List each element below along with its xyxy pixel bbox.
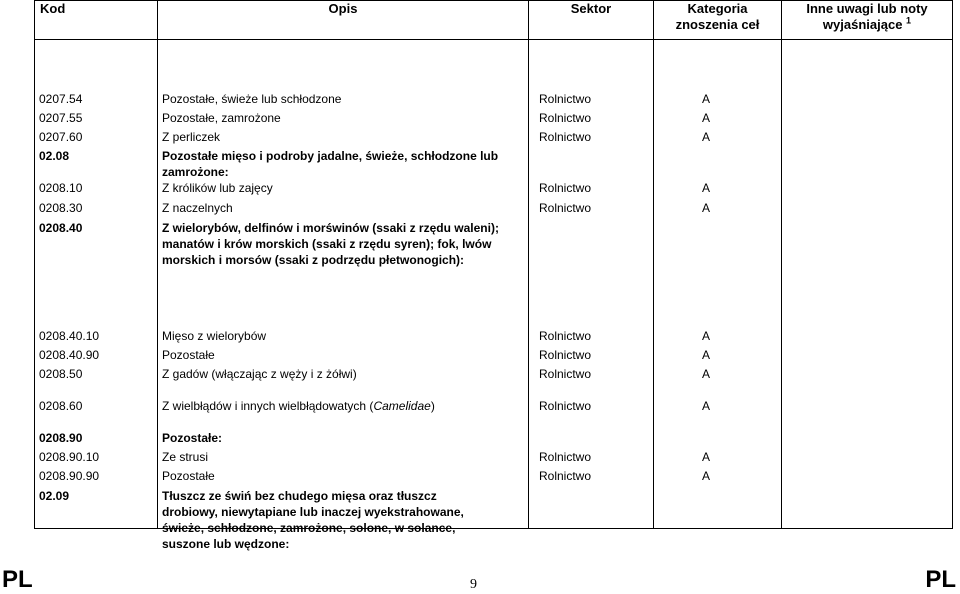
sector-cell: Rolnictwo — [539, 469, 592, 483]
code-cell: 0208.40.10 — [39, 329, 100, 343]
footnote-marker: 1 — [906, 15, 912, 26]
category-cell: A — [702, 329, 711, 343]
header-noty-line1: Inne uwagi lub noty — [806, 1, 928, 16]
code-cell: 0207.55 — [39, 111, 83, 125]
category-cell: A — [702, 348, 711, 362]
sector-cell: Rolnictwo — [539, 111, 592, 125]
code-cell: 0208.40 — [39, 221, 83, 235]
header-opis: Opis — [158, 1, 529, 40]
desc-cell: Pozostałe: — [162, 431, 223, 445]
desc-cell: Pozostałe, zamrożone — [162, 111, 281, 125]
sector-cell: Rolnictwo — [539, 450, 592, 464]
code-cell: 0207.60 — [39, 130, 83, 144]
header-sektor: Sektor — [529, 1, 654, 40]
code-cell: 0208.40.90 — [39, 348, 100, 362]
opis-column — [158, 40, 529, 551]
desc-cell: Tłuszcz ze świń bez chudego mięsa oraz tłuszcz drobiowy, niewytapiane lub inaczej wyekstrahowane, świeże, schłodzone, zamrożone, solone, w solance, suszone lub wędzone: — [162, 489, 464, 551]
sector-cell: Rolnictwo — [539, 348, 592, 362]
desc-prefix: Z wielbłądów i innych wielbłądowatych ( — [162, 399, 374, 413]
desc-suffix: ) — [430, 399, 435, 413]
header-kategoria-line2: znoszenia ceł — [675, 17, 760, 32]
desc-cell: Pozostałe, świeże lub schłodzone — [162, 92, 342, 106]
category-cell: A — [702, 201, 711, 215]
kategoria-column — [654, 40, 782, 529]
desc-cell: Z królików lub zajęcy — [162, 181, 273, 195]
desc-cell — [162, 398, 502, 414]
header-kategoria — [654, 1, 782, 40]
desc-cell: Ze strusi — [162, 450, 209, 464]
desc-cell: Pozostałe mięso i podroby jadalne, świeże, schłodzone lub zamrożone: — [162, 149, 499, 179]
desc-italic: Camelidae — [373, 399, 431, 413]
desc-cell: Z naczelnych — [162, 201, 233, 215]
footer-language-right: PL — [925, 566, 956, 593]
code-cell: 0207.54 — [39, 92, 83, 106]
code-cell: 0208.30 — [39, 201, 83, 215]
code-cell: 02.09 — [39, 489, 70, 503]
category-cell: A — [702, 450, 711, 464]
kod-column — [35, 40, 158, 529]
category-cell: A — [702, 92, 711, 106]
header-row — [35, 1, 953, 40]
desc-cell: Z gadów (włączając z węży i z żółwi) — [162, 367, 357, 381]
desc-cell: Mięso z wielorybów — [162, 329, 267, 343]
header-noty — [782, 1, 953, 40]
sector-cell: Rolnictwo — [539, 130, 592, 144]
sector-cell: Rolnictwo — [539, 399, 592, 413]
category-cell: A — [702, 130, 711, 144]
category-cell: A — [702, 469, 711, 483]
desc-cell: Z wielorybów, delfinów i morświnów (ssaki z rzędu waleni); manatów i krów morskich (ssaki z rzędu syren); fok, lwów morskich i morsów (ssaki z podrzędu płetwonogich): — [162, 221, 499, 267]
desc-cell: Pozostałe — [162, 469, 215, 483]
desc-cell: Z perliczek — [162, 130, 221, 144]
page-number: 9 — [470, 577, 477, 592]
code-cell: 0208.90.90 — [39, 469, 100, 483]
sektor-column — [529, 40, 654, 529]
category-cell: A — [702, 399, 711, 413]
category-cell: A — [702, 111, 711, 125]
page-footer — [0, 566, 960, 594]
footer-language-left: PL — [2, 566, 33, 593]
tariff-table — [34, 0, 953, 551]
noty-column — [782, 40, 953, 529]
code-cell: 02.08 — [39, 149, 70, 163]
header-kategoria-line1: Kategoria — [687, 1, 748, 16]
sector-cell: Rolnictwo — [539, 181, 592, 195]
category-cell: A — [702, 367, 711, 381]
code-cell: 0208.90 — [39, 431, 83, 445]
code-cell: 0208.60 — [39, 399, 83, 413]
code-cell: 0208.50 — [39, 367, 83, 381]
code-cell: 0208.90.10 — [39, 450, 100, 464]
header-kod: Kod — [35, 1, 158, 40]
category-cell: A — [702, 181, 711, 195]
sector-cell: Rolnictwo — [539, 92, 592, 106]
sector-cell: Rolnictwo — [539, 367, 592, 381]
desc-cell: Pozostałe — [162, 348, 215, 362]
code-cell: 0208.10 — [39, 181, 83, 195]
sector-cell: Rolnictwo — [539, 201, 592, 215]
header-noty-line2: wyjaśniające — [822, 17, 903, 32]
body-row — [35, 40, 953, 529]
sector-cell: Rolnictwo — [539, 329, 592, 343]
